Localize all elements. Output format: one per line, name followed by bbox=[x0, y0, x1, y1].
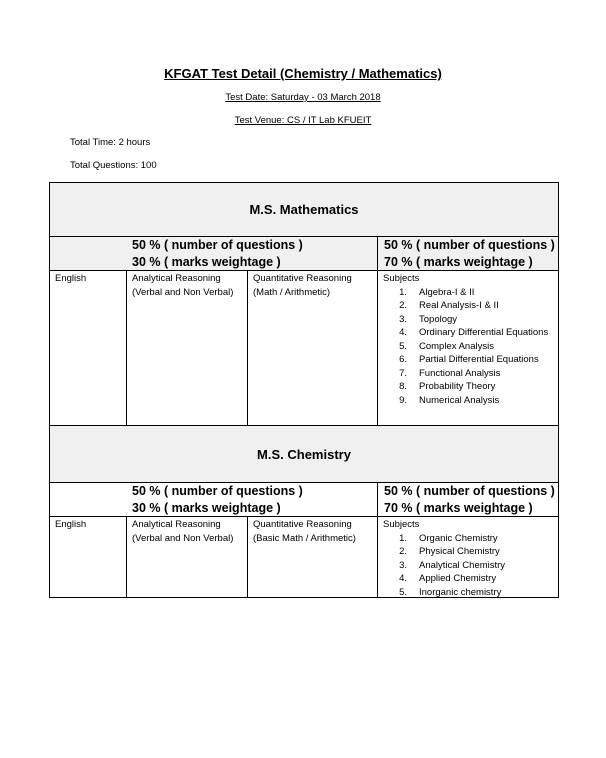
section-heading-chemistry: M.S. Chemistry bbox=[50, 426, 558, 483]
subjects-cell bbox=[378, 271, 558, 425]
list-item: 8. Probability Theory bbox=[399, 381, 496, 392]
subjects-label: Subjects bbox=[383, 519, 420, 530]
list-item: 3. Topology bbox=[399, 313, 458, 325]
list-item: 1. Organic Chemistry bbox=[399, 532, 498, 544]
cell-line: Quantitative Reasoning bbox=[253, 519, 352, 530]
list-item: 9. Numerical Analysis bbox=[399, 394, 500, 406]
general-weightage bbox=[50, 237, 378, 270]
cell-line: Analytical Reasoning bbox=[132, 519, 221, 530]
subjects-cell bbox=[378, 517, 558, 597]
content-row-mathematics bbox=[50, 271, 558, 426]
cell-line: Analytical Reasoning bbox=[132, 273, 221, 284]
questions-share: 50 % ( number of questions ) bbox=[132, 238, 303, 252]
cell-line: (Verbal and Non Verbal) bbox=[132, 532, 234, 544]
list-item: 5. Complex Analysis bbox=[399, 340, 494, 352]
subjects-label: Subjects bbox=[383, 273, 420, 284]
list-item: 5. Inorganic chemistry bbox=[399, 586, 502, 598]
marks-share: 30 % ( marks weightage ) bbox=[132, 255, 281, 269]
marks-share: 70 % ( marks weightage ) bbox=[384, 255, 533, 269]
list-item: 1. Algebra-I & II bbox=[399, 286, 475, 298]
english-cell: English bbox=[50, 517, 127, 597]
subject-weightage bbox=[378, 237, 558, 270]
questions-share: 50 % ( number of questions ) bbox=[384, 484, 555, 498]
english-cell: English bbox=[50, 271, 127, 425]
cell-line: (Verbal and Non Verbal) bbox=[132, 286, 234, 298]
list-item: 4. Ordinary Differential Equations bbox=[399, 327, 549, 338]
subjects-list bbox=[383, 532, 553, 600]
list-item: 7. Functional Analysis bbox=[399, 367, 501, 379]
general-weightage bbox=[50, 483, 378, 516]
weightage-row-chemistry bbox=[50, 483, 558, 517]
analytical-reasoning-cell bbox=[127, 271, 248, 425]
cell-line: (Math / Arithmetic) bbox=[253, 286, 331, 298]
total-time: Total Time: 2 hours bbox=[70, 137, 151, 148]
content-row-chemistry bbox=[50, 517, 558, 597]
document-title: KFGAT Test Detail (Chemistry / Mathematics) bbox=[164, 66, 442, 81]
list-item: 2. Physical Chemistry bbox=[399, 546, 500, 557]
questions-share: 50 % ( number of questions ) bbox=[132, 484, 303, 498]
subject-weightage bbox=[378, 483, 558, 516]
test-date: Test Date: Saturday - 03 March 2018 bbox=[225, 92, 381, 103]
test-venue: Test Venue: CS / IT Lab KFUEIT bbox=[234, 115, 372, 126]
list-item: 6. Partial Differential Equations bbox=[399, 354, 539, 365]
list-item: 4. Applied Chemistry bbox=[399, 573, 497, 584]
analytical-reasoning-cell bbox=[127, 517, 248, 597]
subjects-list bbox=[383, 286, 553, 408]
questions-share: 50 % ( number of questions ) bbox=[384, 238, 555, 252]
list-item: 2. Real Analysis-I & II bbox=[399, 300, 499, 311]
total-questions: Total Questions: 100 bbox=[70, 160, 157, 171]
section-heading-mathematics: M.S. Mathematics bbox=[50, 183, 558, 237]
list-item: 3. Analytical Chemistry bbox=[399, 559, 506, 571]
weightage-row-mathematics bbox=[50, 237, 558, 271]
cell-line: (Basic Math / Arithmetic) bbox=[253, 532, 356, 544]
cell-line: Quantitative Reasoning bbox=[253, 273, 352, 284]
marks-share: 70 % ( marks weightage ) bbox=[384, 501, 533, 515]
test-detail-table bbox=[49, 182, 559, 598]
marks-share: 30 % ( marks weightage ) bbox=[132, 501, 281, 515]
quantitative-reasoning-cell bbox=[248, 271, 378, 425]
quantitative-reasoning-cell bbox=[248, 517, 378, 597]
